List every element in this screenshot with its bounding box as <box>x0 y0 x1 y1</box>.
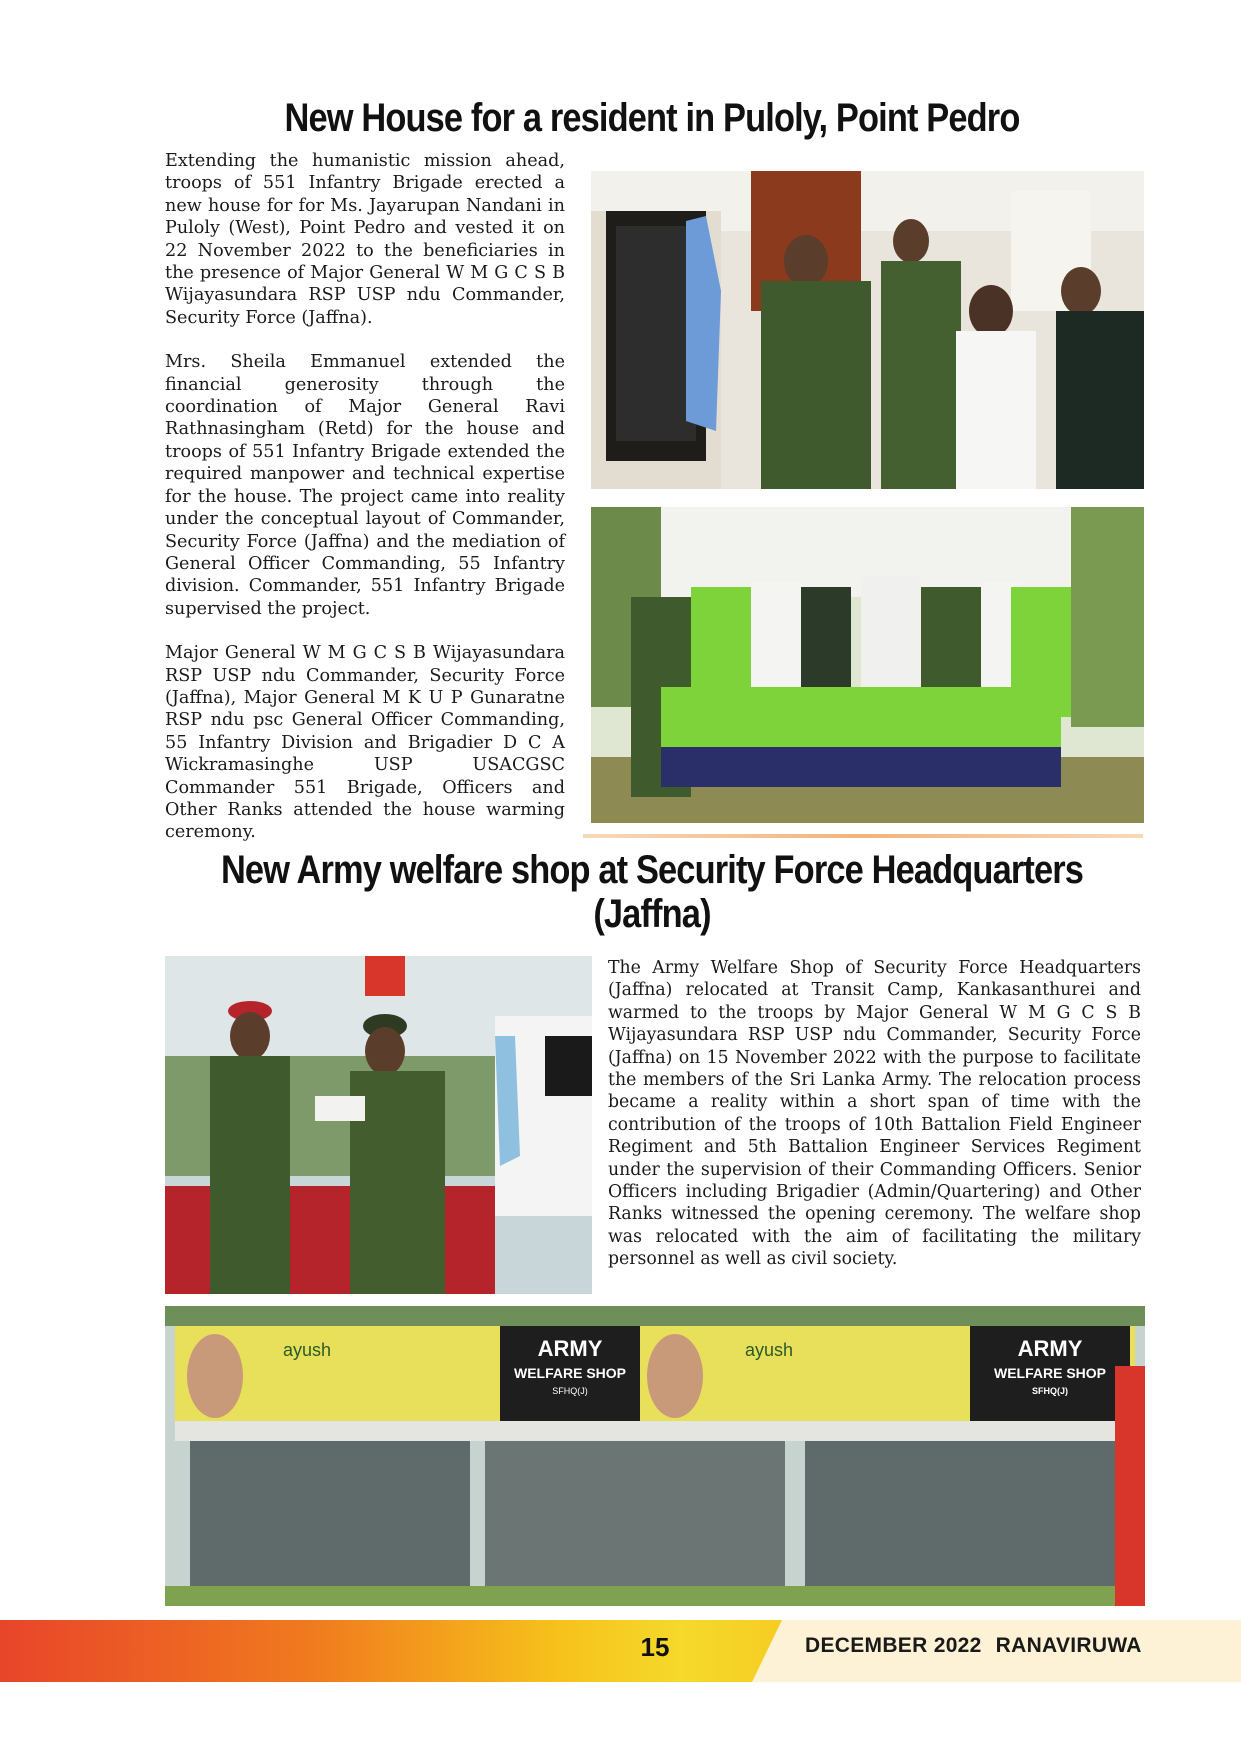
issue-date: DECEMBER 2022 <box>805 1634 982 1657</box>
article-2-title: New Army welfare shop at Security Force Headquarters (Jaffna) <box>220 848 1084 936</box>
section-divider <box>583 834 1143 838</box>
plaque-unveiling-photo <box>591 171 1144 489</box>
group-photo <box>591 507 1144 823</box>
signboard-line-1: ARMY <box>1017 1336 1083 1361</box>
signboard-line-2: WELFARE SHOP <box>513 1365 627 1381</box>
article-1-title: New House for a resident in Puloly, Point Pedro <box>284 96 1020 140</box>
page-number: 15 <box>640 1632 670 1662</box>
welfare-shop-unveiling-photo <box>165 956 592 1294</box>
signboard-line-3: SFHQ(J) <box>552 1386 588 1396</box>
welfare-shop-storefront-photo <box>165 1306 1145 1606</box>
article-1-body <box>165 150 565 866</box>
signboard-brand: ayush <box>745 1340 794 1360</box>
publication-name: RANAVIRUWA <box>995 1634 1142 1657</box>
article-1-paragraph: Major General W M G C S B Wijayasundara RSP USP ndu Commander, Security Force (Jaffna), Major General M K U P Gunaratne RSP ndu psc General Officer Commanding, 55 Infantry Division and Brigadier D C A Wickramasinghe USP USACGSC Commander 551 Brigade, Officers and Other Ranks attended the house warming ceremony. <box>165 643 565 843</box>
article-2-body <box>608 957 1141 1293</box>
signboard-brand: ayush <box>283 1340 332 1360</box>
article-1-paragraph: Extending the humanistic mission ahead, troops of 551 Infantry Brigade erected a new house for for Ms. Jayarupan Nandani in Puloly (West), Point Pedro and vested it on 22 November 2022 to the beneficiaries in the presence of Major General W M G C S B Wijayasundara RSP USP ndu Commander, Security Force (Jaffna). <box>165 151 565 328</box>
issue-label <box>805 1634 1142 1658</box>
article-1-paragraph: Mrs. Sheila Emmanuel extended the financial generosity through the coordination of Major General Ravi Rathnasingham (Retd) for the house and troops of 551 Infantry Brigade extended the required manpower and technical expertise for the house. The project came into reality under the conceptual layout of Commander, Security Force (Jaffna) and the mediation of General Officer Commanding, 55 Infantry division. Commander, 551 Infantry Brigade supervised the project. <box>165 352 565 619</box>
signboard-line-3: SFHQ(J) <box>1032 1386 1068 1396</box>
signboard-line-1: ARMY <box>537 1336 603 1361</box>
article-2-paragraph: The Army Welfare Shop of Security Force Headquarters (Jaffna) relocated at Transit Camp, Kankasanthurei and warmed to the troops by Major General W M G C S B Wijayasundara RSP USP ndu Commander, Security Force (Jaffna) on 15 November 2022 with the purpose to facilitate the members of the Sri Lanka Army. The relocation process became a reality within a short span of time with the contribution of the troops of 10th Battalion Field Engineer Regiment and 5th Battalion Engineer Services Regiment under the supervision of their Commanding Officers. Senior Officers including Brigadier (Admin/Quartering) and Other Ranks witnessed the opening ceremony. The welfare shop was relocated with the aim of facilitating the military personnel as well as civil society. <box>608 958 1141 1270</box>
signboard-line-2: WELFARE SHOP <box>993 1365 1107 1381</box>
